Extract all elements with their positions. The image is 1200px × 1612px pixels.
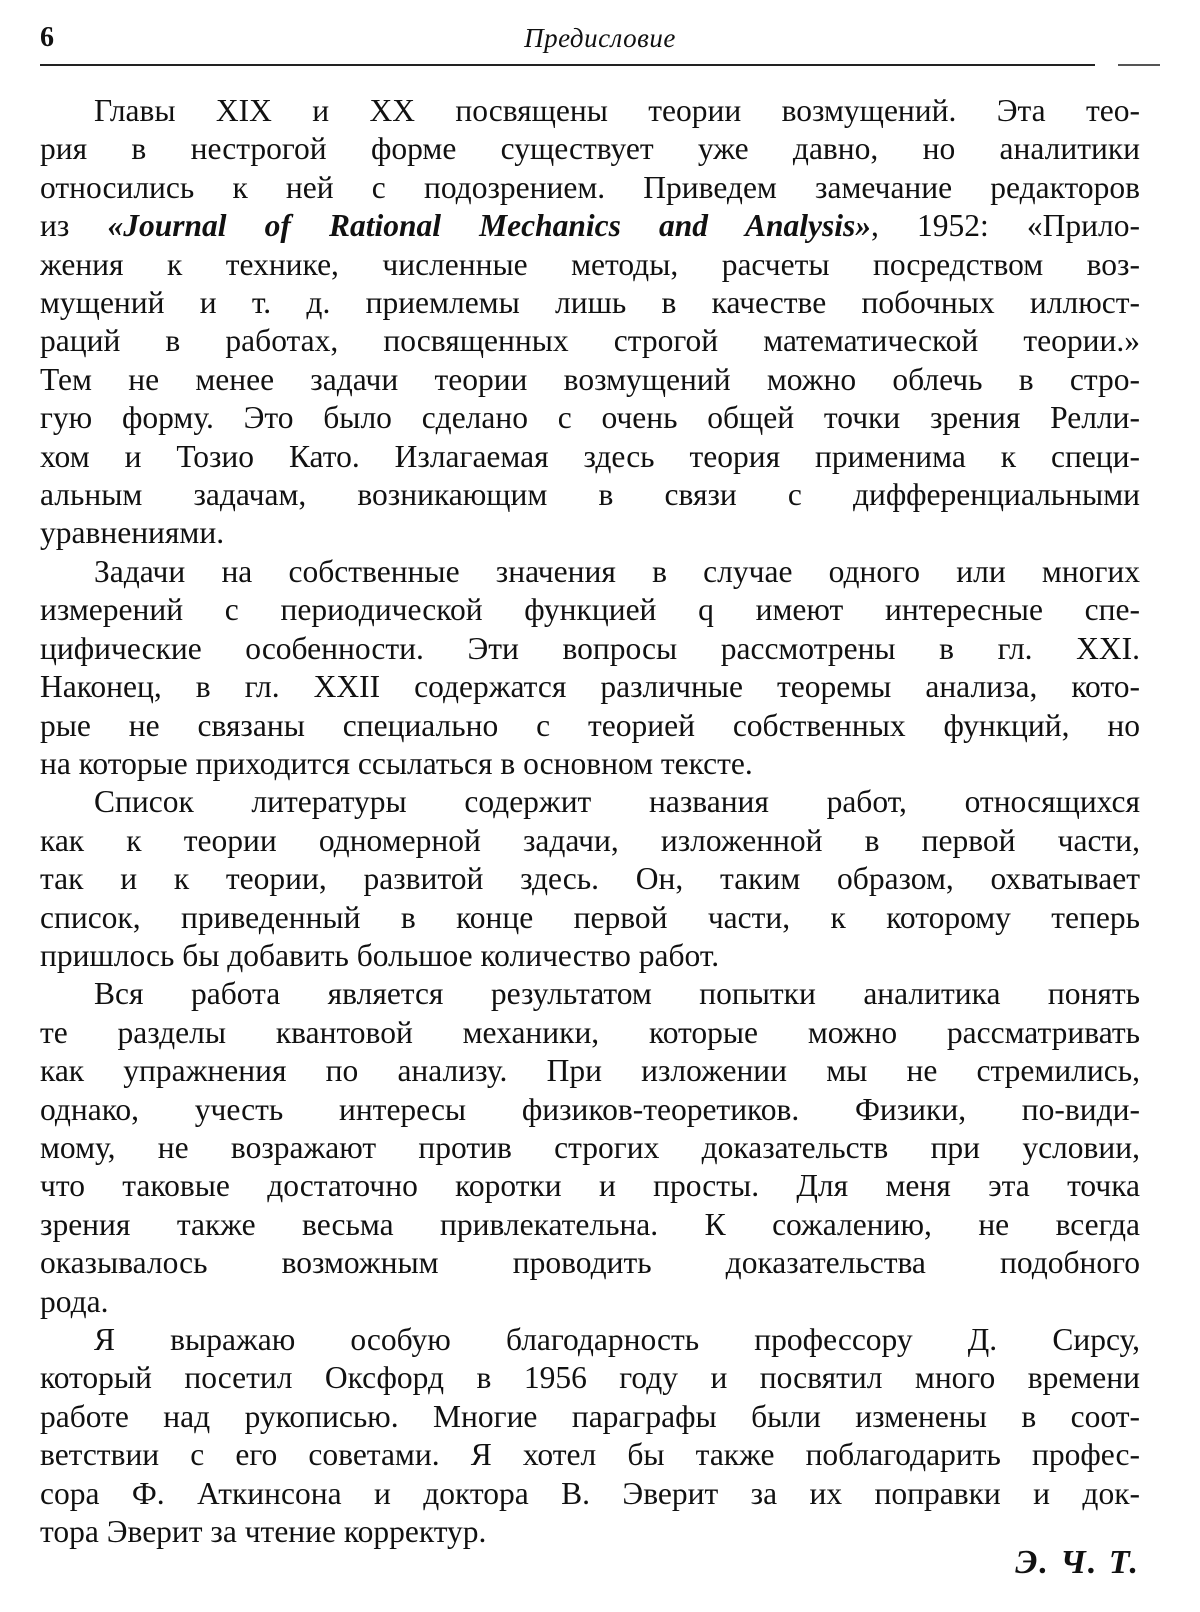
paragraph — [40, 975, 1140, 1321]
text-line: жения к технике, численные методы, расчеты посредством воз- — [40, 246, 1140, 282]
text-line: Задачи на собственные значения в случае одного или многих — [94, 553, 1140, 589]
paragraph — [40, 783, 1140, 975]
text-line: цифические особенности. Эти вопросы рассмотрены в гл. XXI. — [40, 630, 1140, 666]
text-line: альным задачам, возникающим в связи с дифференциальными — [40, 477, 1140, 513]
paragraph — [40, 1321, 1140, 1551]
text-line: как к теории одномерной задачи, изложенной в первой части, — [40, 822, 1140, 858]
text-line: тора Эверит за чтение корректур. — [40, 1514, 487, 1550]
text-line: рода. — [40, 1283, 109, 1319]
text-line: раций в работах, посвященных строгой математической теории.» — [40, 323, 1140, 359]
text-line: хом и Тозио Като. Излагаемая здесь теория применима к специ- — [40, 438, 1140, 474]
page — [40, 20, 1160, 1600]
text-line: мому, не возражают против строгих доказательств при условии, — [40, 1129, 1140, 1165]
text-line: Наконец, в гл. XXII содержатся различные теоремы анализа, кото- — [40, 669, 1140, 705]
text-line: рые не связаны специально с теорией собственных функций, но — [40, 707, 1140, 743]
text-line: список, приведенный в конце первой части, к которому теперь — [40, 899, 1140, 935]
text-line: работе над рукописью. Многие параграфы были изменены в соот- — [40, 1398, 1140, 1434]
text-line: пришлось бы добавить большое количество работ. — [40, 937, 720, 973]
signature: Э. Ч. Т. — [1015, 1544, 1140, 1581]
page-number: 6 — [40, 22, 54, 53]
paragraph — [40, 92, 1140, 553]
text-segment: из — [40, 208, 108, 244]
text-line: Главы XIX и XX посвящены теории возмущений. Эта тео- — [94, 93, 1140, 128]
text-line: рия в нестрогой форме существует уже давно, но аналитики — [40, 131, 1140, 167]
text-segment: , 1952: «Прило- — [871, 208, 1140, 244]
text-line: который посетил Оксфорд в 1956 году и посвятил много времени — [40, 1360, 1140, 1396]
text-line: измерений с периодической функцией q имеют интересные спе- — [40, 592, 1140, 628]
text-line: однако, учесть интересы физиков-теоретиков. Физики, по-види- — [40, 1091, 1140, 1127]
text-line: так и к теории, развитой здесь. Он, таким образом, охватывает — [40, 861, 1140, 897]
text-line: Вся работа является результатом попытки аналитика понять — [94, 976, 1140, 1012]
text-line: как упражнения по анализу. При изложении мы не стремились, — [40, 1053, 1140, 1089]
text-line: Я выражаю особую благодарность профессору Д. Сирсу, — [94, 1322, 1140, 1357]
running-title: Предисловие — [524, 23, 676, 53]
text-line: что таковые достаточно коротки и просты. Для меня эта точка — [40, 1168, 1140, 1204]
journal-title: «Journal of Rational Mechanics and Analysis» — [107, 208, 872, 244]
text-line — [40, 207, 1140, 245]
text-line: относились к ней с подозрением. Приведем замечание редакторов — [40, 169, 1140, 205]
text-line: оказывалось возможным проводить доказательства подобного — [40, 1245, 1140, 1281]
text-line: сора Ф. Аткинсона и доктора В. Эверит за их поправки и док- — [40, 1475, 1140, 1511]
header-rule — [40, 64, 1095, 66]
running-head — [40, 20, 1160, 60]
text-line: на которые приходится ссылаться в основном тексте. — [40, 745, 753, 781]
header-rule-tail — [1118, 64, 1160, 66]
text-line: Тем не менее задачи теории возмущений можно облечь в стро- — [40, 361, 1140, 397]
body-text — [40, 92, 1140, 1551]
text-line: уравнениями. — [40, 515, 225, 551]
text-line: мущений и т. д. приемлемы лишь в качестве побочных иллюст- — [40, 285, 1140, 321]
text-line: зрения также весьма привлекательна. К сожалению, не всегда — [40, 1206, 1140, 1242]
text-line: гую форму. Это было сделано с очень общей точки зрения Релли- — [40, 400, 1140, 436]
text-line: ветствии с его советами. Я хотел бы также поблагодарить профес- — [40, 1437, 1140, 1473]
paragraph — [40, 553, 1140, 783]
text-line: те разделы квантовой механики, которые можно рассматривать — [40, 1014, 1140, 1050]
text-line: Список литературы содержит названия работ, относящихся — [94, 784, 1140, 820]
